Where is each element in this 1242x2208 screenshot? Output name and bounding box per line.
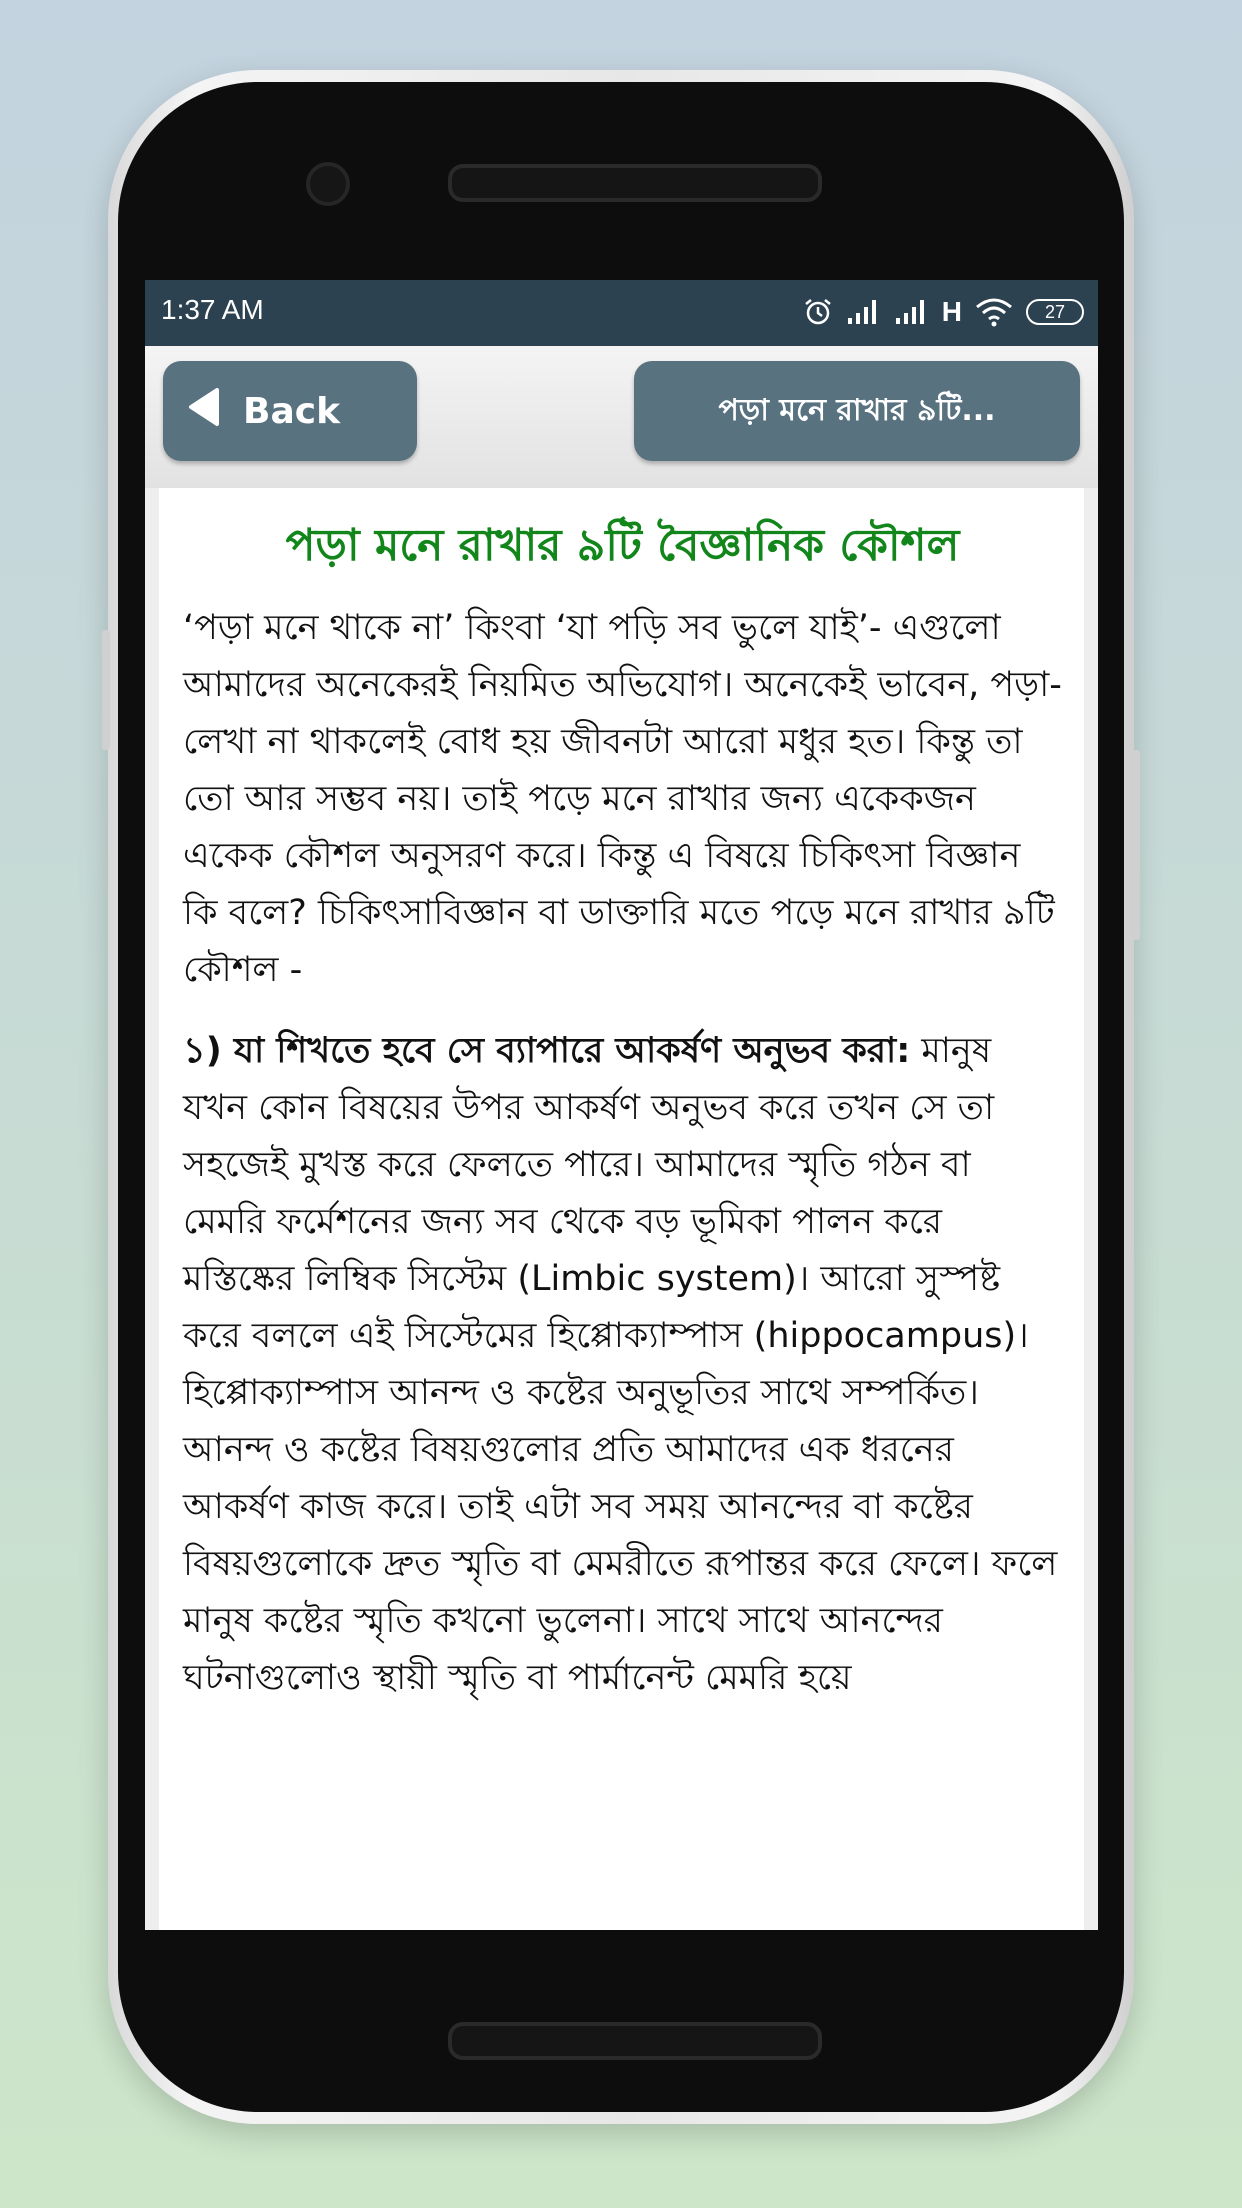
volume-button <box>102 630 110 750</box>
section-1-heading: ১) যা শিখতে হবে সে ব্যাপারে আকর্ষণ অনুভব করা: <box>183 1031 911 1071</box>
article-intro: ‘পড়া মনে থাকে না’ কিংবা ‘যা পড়ি সব ভুলে যাই’- এগুলো আমাদের অনেকেরই নিয়মিত অভিযোগ। অনেকেই ভাবেন, পড়া-লেখা না থাকলেই বোধ হয় জীবনটা আরো মধুর হত। কিন্তু তা তো আর সম্ভব নয়। তাই পড়ে মনে রাখার জন্য একেকজন একেক কৌশল অনুসরণ করে। কিন্তু এ বিষয়ে চিকিৎসা বিজ্ঞান কি বলে? চিকিৎসাবিজ্ঞান বা ডাক্তারি মতে পড়ে মনে রাখার ৯টি কৌশল - <box>183 608 1062 990</box>
article-content <box>159 488 1084 1930</box>
article-title-button[interactable] <box>634 361 1080 461</box>
bottom-speaker <box>448 2022 822 2060</box>
back-arrow-icon <box>185 386 221 437</box>
power-button <box>1132 750 1140 940</box>
front-camera <box>306 162 350 206</box>
status-time: 1:37 AM <box>161 294 264 325</box>
section-1-body: মানুষ যখন কোন বিষয়ের উপর আকর্ষণ অনুভব করে তখন সে তা সহজেই মুখস্ত করে ফেলতে পারে। আমাদের স্মৃতি গঠন বা মেমরি ফর্মেশনের জন্য সব থেকে বড় ভূমিকা পালন করে মস্তিষ্কের লিম্বিক সিস্টেম (Limbic system)। আরো সুস্পষ্ট করে বললে এই সিস্টেমের হিপ্পোক্যাম্পাস (hippocampus)। হিপ্পোক্যাম্পাস আনন্দ ও কষ্টের অনুভূতির সাথে সম্পর্কিত। আনন্দ ও কষ্টের বিষয়গুলোর প্রতি আমাদের এক ধরনের আকর্ষণ কাজ করে। তাই এটা সব সময় আনন্দের বা কষ্টের বিষয়গুলোকে দ্রুত স্মৃতি বা মেমরীতে রূপান্তর করে ফেলে। ফলে মানুষ কষ্টের স্মৃতি কখনো ভুলেনা। সাথে সাথে আনন্দের ঘটনাগুলোও স্থায়ী স্মৃতি বা পার্মানেন্ট মেমরি হয়ে <box>183 1031 1058 1698</box>
signal-icon <box>894 298 930 326</box>
alarm-icon <box>802 296 834 328</box>
top-speaker <box>448 164 822 202</box>
app-toolbar <box>145 346 1098 488</box>
back-button-label: Back <box>243 390 341 432</box>
back-button[interactable] <box>163 361 417 461</box>
wifi-icon <box>974 297 1014 327</box>
article-title: পড়া মনে রাখার ৯টি বৈজ্ঞানিক কৌশল <box>285 520 960 571</box>
status-bar <box>145 280 1098 346</box>
network-type: H <box>941 296 962 327</box>
article-section-1 <box>183 1023 1062 1707</box>
screen <box>145 280 1098 1930</box>
battery-icon: 27 <box>1026 299 1084 325</box>
status-icons <box>802 294 1084 330</box>
signal-icon <box>846 298 882 326</box>
article-title-button-label: পড়া মনে রাখার ৯টি... <box>718 392 996 428</box>
